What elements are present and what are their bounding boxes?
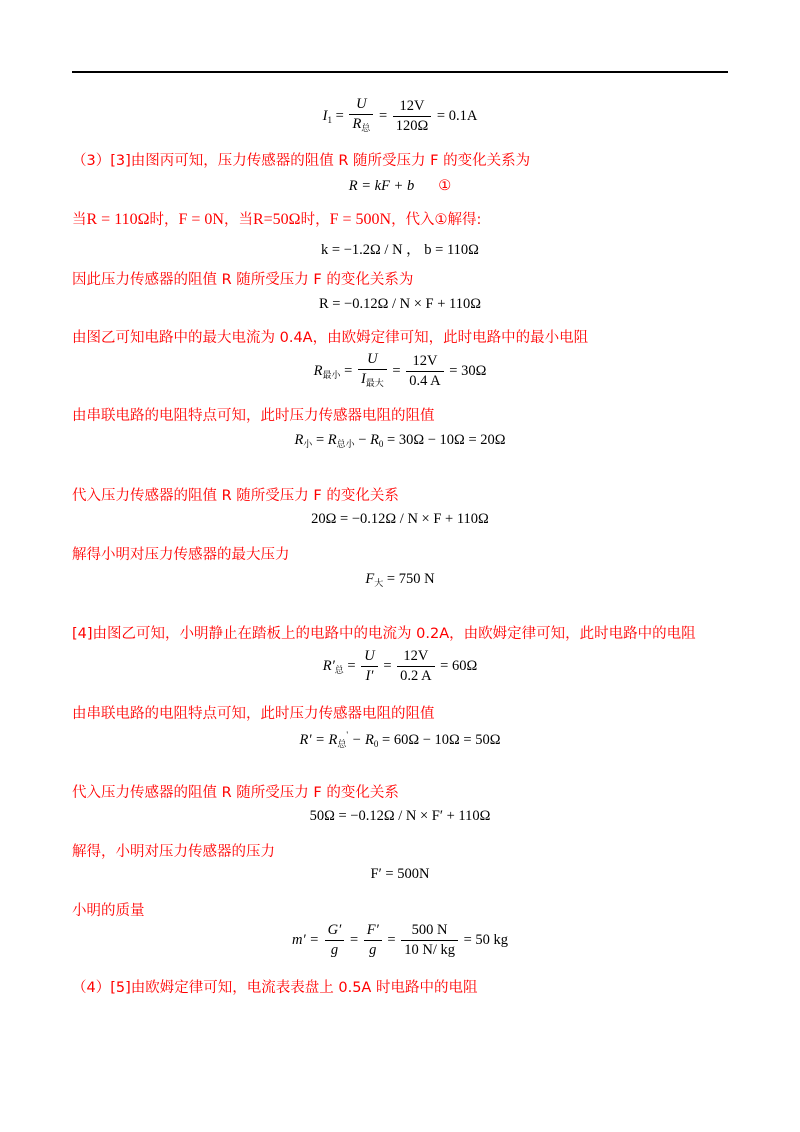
text-line-7: 解得小明对压力传感器的最大压力 (72, 547, 290, 563)
equation-f-max: $F_大 = 750$ N (365, 571, 435, 588)
equation-linear-relation: R = kF + b ① (348, 178, 452, 194)
text-line-3: 因此压力传感器的阻值 R 随所受压力 F 的变化关系为 (72, 272, 414, 288)
equation-r-total-prime: $R'_总$ = $\frac{U}{I'}$ = $\frac{12V}{0.2 A}$ = 60Ω (322, 648, 478, 684)
equation-k-b: k = −1.2Ω / N ， b = 110Ω (321, 242, 479, 258)
equation-r-small: $R_小 = R_{总小} - R_0 = 30\Omega - 10\Omega = 20\Omega$ (294, 432, 506, 449)
equation-mass: m′ = $\frac{G'}{g}$ = $\frac{F'}{g}$ = $\frac{500 N}{10 N/ kg}$ = 50 kg (291, 922, 509, 958)
text-line-12: 小明的质量 (72, 903, 145, 919)
equation-r-prime: $R' = R_总' - R_0 = 60\Omega - 10\Omega = 50\Omega$ (299, 730, 501, 749)
text-line-5: 由串联电路的电阻特点可知，此时压力传感器电阻的阻值 (72, 408, 435, 424)
header-rule (72, 71, 728, 73)
equation-substitute-50: 50Ω = −0.12Ω / N × F′ + 110Ω (309, 808, 491, 824)
equation-f-prime: F′ = 500N (370, 866, 430, 882)
equation-r-of-f: R = −0.12Ω / N × F + 110Ω (318, 296, 482, 312)
text-line-6: 代入压力传感器的阻值 R 随所受压力 F 的变化关系 (72, 488, 399, 504)
text-line-1: （3）[3]由图丙可知，压力传感器的阻值 R 随所受压力 F 的变化关系为 (72, 153, 531, 169)
text-line-4: 由图乙可知电路中的最大电流为 0.4A，由欧姆定律可知，此时电路中的最小电阻 (72, 330, 589, 346)
text-line-10: 代入压力传感器的阻值 R 随所受压力 F 的变化关系 (72, 785, 399, 801)
equation-r-min: $R_{最小}$ = $\frac{U}{I_{最大}}$ = $\frac{12V}{0.4 A}$ = 30Ω (313, 351, 487, 389)
text-line-11: 解得，小明对压力传感器的压力 (72, 844, 275, 860)
text-line-2: 当R = 110Ω时，F = 0N，当R=50Ω时，F = 500N，代入①解得: (72, 211, 482, 228)
text-line-9: 由串联电路的电阻特点可知，此时压力传感器电阻的阻值 (72, 706, 435, 722)
text-line-8: [4]由图乙可知，小明静止在踏板上的电路中的电流为 0.2A，由欧姆定律可知，此时电路中的电阻 (72, 626, 696, 642)
text-line-13: （4）[5]由欧姆定律可知，电流表表盘上 0.5A 时电路中的电阻 (72, 980, 478, 996)
equation-current-i1: $I_1$ = $\frac{U}{R_总}$ = $\frac{12V}{120\Omega}$ = 0.1A (322, 96, 478, 134)
equation-substitute-20: 20Ω = −0.12Ω / N × F + 110Ω (311, 511, 489, 527)
